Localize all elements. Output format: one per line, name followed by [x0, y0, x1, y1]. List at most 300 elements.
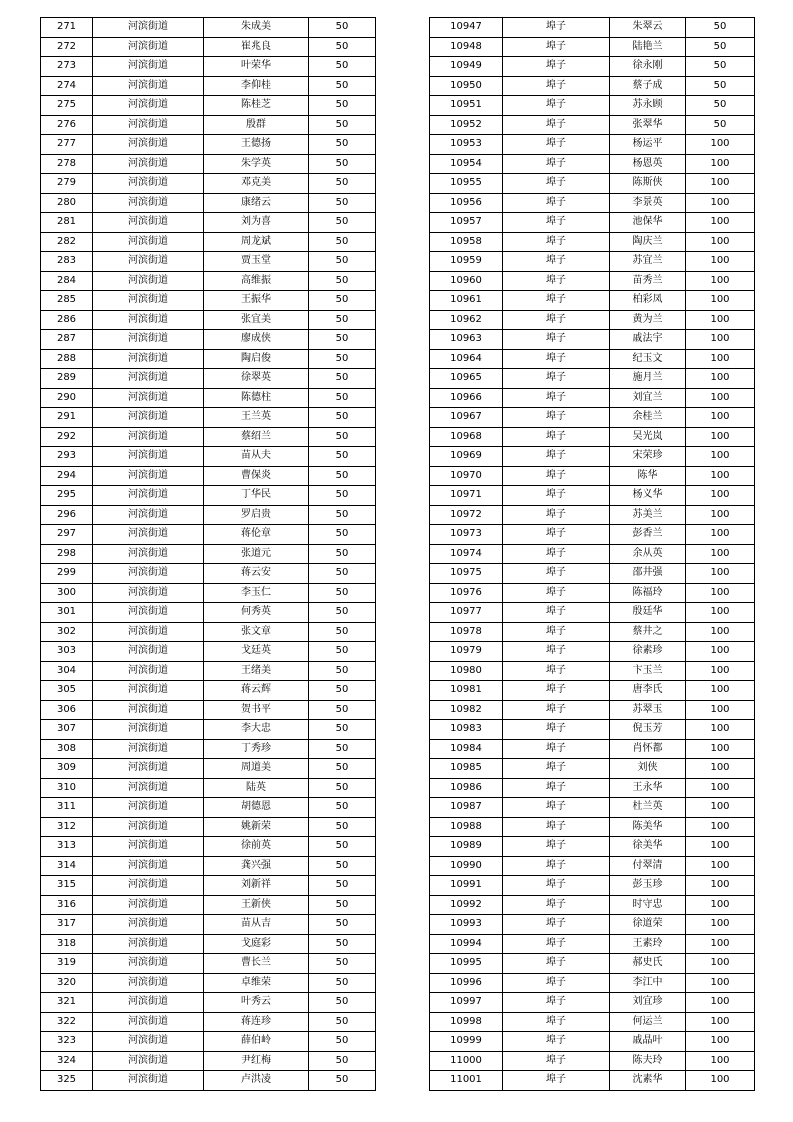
table-row [430, 193, 755, 213]
cell-district: 河滨街道 [93, 837, 204, 857]
cell-district: 河滨街道 [93, 1032, 204, 1052]
cell-district: 埠子 [503, 1071, 610, 1091]
cell-amount: 100 [686, 681, 755, 701]
table-row [430, 915, 755, 935]
cell-person-name: 李江中 [610, 973, 686, 993]
table-row [430, 369, 755, 389]
cell-serial-no: 10959 [430, 252, 503, 272]
cell-person-name: 池保华 [610, 213, 686, 233]
table-row [430, 408, 755, 428]
cell-district: 河滨街道 [93, 193, 204, 213]
cell-district: 河滨街道 [93, 544, 204, 564]
cell-serial-no: 10960 [430, 271, 503, 291]
table-row [41, 388, 376, 408]
table-row [430, 661, 755, 681]
cell-district: 河滨街道 [93, 720, 204, 740]
table-row [41, 96, 376, 116]
cell-amount: 100 [686, 739, 755, 759]
cell-district: 河滨街道 [93, 505, 204, 525]
cell-person-name: 崔兆良 [204, 37, 309, 57]
cell-serial-no: 10982 [430, 700, 503, 720]
cell-serial-no: 321 [41, 993, 93, 1013]
cell-district: 埠子 [503, 564, 610, 584]
cell-amount: 50 [309, 739, 376, 759]
cell-serial-no: 10948 [430, 37, 503, 57]
cell-serial-no: 316 [41, 895, 93, 915]
cell-serial-no: 296 [41, 505, 93, 525]
cell-serial-no: 10979 [430, 642, 503, 662]
cell-serial-no: 320 [41, 973, 93, 993]
cell-amount: 100 [686, 466, 755, 486]
cell-person-name: 李玉仁 [204, 583, 309, 603]
cell-person-name: 徐美华 [610, 837, 686, 857]
cell-person-name: 周龙斌 [204, 232, 309, 252]
cell-amount: 100 [686, 622, 755, 642]
cell-amount: 100 [686, 310, 755, 330]
cell-person-name: 沈素华 [610, 1071, 686, 1091]
cell-district: 河滨街道 [93, 661, 204, 681]
cell-district: 埠子 [503, 486, 610, 506]
cell-person-name: 蒋云安 [204, 564, 309, 584]
cell-serial-no: 10989 [430, 837, 503, 857]
table-row [41, 505, 376, 525]
cell-district: 埠子 [503, 544, 610, 564]
cell-amount: 50 [309, 213, 376, 233]
cell-district: 河滨街道 [93, 252, 204, 272]
cell-district: 河滨街道 [93, 603, 204, 623]
cell-district: 埠子 [503, 895, 610, 915]
table-row [41, 154, 376, 174]
cell-amount: 50 [686, 18, 755, 38]
cell-amount: 50 [309, 583, 376, 603]
cell-serial-no: 271 [41, 18, 93, 38]
table-row [430, 232, 755, 252]
cell-person-name: 王素玲 [610, 934, 686, 954]
cell-district: 埠子 [503, 681, 610, 701]
cell-person-name: 杨运平 [610, 135, 686, 155]
cell-person-name: 丁华民 [204, 486, 309, 506]
table-row [430, 291, 755, 311]
table-row [41, 661, 376, 681]
cell-amount: 100 [686, 252, 755, 272]
cell-amount: 50 [309, 700, 376, 720]
cell-amount: 50 [309, 408, 376, 428]
cell-serial-no: 10980 [430, 661, 503, 681]
cell-serial-no: 10985 [430, 759, 503, 779]
cell-serial-no: 300 [41, 583, 93, 603]
table-row [430, 583, 755, 603]
cell-serial-no: 319 [41, 954, 93, 974]
cell-district: 埠子 [503, 720, 610, 740]
cell-amount: 100 [686, 486, 755, 506]
cell-amount: 100 [686, 700, 755, 720]
table-row [41, 427, 376, 447]
cell-serial-no: 276 [41, 115, 93, 135]
table-row [430, 37, 755, 57]
table-row [41, 622, 376, 642]
cell-district: 埠子 [503, 856, 610, 876]
cell-serial-no: 10966 [430, 388, 503, 408]
cell-person-name: 徐前英 [204, 837, 309, 857]
cell-district: 河滨街道 [93, 583, 204, 603]
cell-amount: 50 [686, 76, 755, 96]
cell-district: 河滨街道 [93, 1012, 204, 1032]
cell-serial-no: 11001 [430, 1071, 503, 1091]
cell-amount: 100 [686, 330, 755, 350]
cell-serial-no: 10981 [430, 681, 503, 701]
cell-serial-no: 299 [41, 564, 93, 584]
cell-person-name: 陈桂芝 [204, 96, 309, 116]
cell-person-name: 苏美兰 [610, 505, 686, 525]
cell-amount: 50 [309, 778, 376, 798]
cell-person-name: 朱成美 [204, 18, 309, 38]
table-row [41, 798, 376, 818]
table-row [430, 57, 755, 77]
cell-amount: 100 [686, 915, 755, 935]
cell-person-name: 徐永刚 [610, 57, 686, 77]
table-row [41, 408, 376, 428]
cell-serial-no: 288 [41, 349, 93, 369]
roster-table-right [429, 17, 755, 1091]
cell-amount: 100 [686, 505, 755, 525]
cell-district: 河滨街道 [93, 466, 204, 486]
cell-serial-no: 10993 [430, 915, 503, 935]
cell-district: 埠子 [503, 213, 610, 233]
cell-amount: 50 [309, 447, 376, 467]
cell-amount: 100 [686, 447, 755, 467]
table-row [41, 856, 376, 876]
cell-district: 埠子 [503, 798, 610, 818]
cell-person-name: 廖成侠 [204, 330, 309, 350]
table-row [41, 681, 376, 701]
cell-serial-no: 10961 [430, 291, 503, 311]
cell-serial-no: 311 [41, 798, 93, 818]
cell-district: 埠子 [503, 642, 610, 662]
cell-district: 河滨街道 [93, 798, 204, 818]
cell-district: 埠子 [503, 388, 610, 408]
cell-serial-no: 323 [41, 1032, 93, 1052]
table-row [430, 213, 755, 233]
table-row [430, 330, 755, 350]
cell-district: 埠子 [503, 18, 610, 38]
cell-person-name: 戈庭彩 [204, 934, 309, 954]
cell-district: 埠子 [503, 427, 610, 447]
cell-amount: 50 [309, 622, 376, 642]
table-row [41, 466, 376, 486]
cell-serial-no: 10988 [430, 817, 503, 837]
cell-serial-no: 10978 [430, 622, 503, 642]
table-row [430, 427, 755, 447]
cell-person-name: 张翠华 [610, 115, 686, 135]
cell-amount: 100 [686, 193, 755, 213]
cell-serial-no: 10970 [430, 466, 503, 486]
cell-district: 埠子 [503, 739, 610, 759]
cell-serial-no: 277 [41, 135, 93, 155]
table-row [430, 778, 755, 798]
cell-amount: 100 [686, 895, 755, 915]
table-row [41, 193, 376, 213]
cell-district: 埠子 [503, 466, 610, 486]
table-row [430, 1032, 755, 1052]
cell-serial-no: 10992 [430, 895, 503, 915]
cell-district: 埠子 [503, 310, 610, 330]
cell-district: 河滨街道 [93, 213, 204, 233]
table-row [41, 291, 376, 311]
cell-district: 河滨街道 [93, 291, 204, 311]
cell-amount: 100 [686, 427, 755, 447]
cell-person-name: 陈德柱 [204, 388, 309, 408]
cell-amount: 50 [309, 349, 376, 369]
cell-person-name: 刘宜兰 [610, 388, 686, 408]
table-row [430, 1012, 755, 1032]
table-row [41, 330, 376, 350]
cell-serial-no: 10953 [430, 135, 503, 155]
table-row [430, 76, 755, 96]
cell-person-name: 陈美华 [610, 817, 686, 837]
cell-district: 河滨街道 [93, 76, 204, 96]
cell-serial-no: 10957 [430, 213, 503, 233]
table-row [430, 876, 755, 896]
cell-district: 埠子 [503, 954, 610, 974]
cell-amount: 50 [309, 1032, 376, 1052]
cell-amount: 100 [686, 798, 755, 818]
cell-amount: 50 [309, 837, 376, 857]
cell-serial-no: 286 [41, 310, 93, 330]
cell-person-name: 卢洪凌 [204, 1071, 309, 1091]
table-row [41, 252, 376, 272]
table-row [430, 993, 755, 1013]
cell-amount: 50 [309, 759, 376, 779]
cell-serial-no: 10964 [430, 349, 503, 369]
cell-district: 埠子 [503, 973, 610, 993]
cell-district: 埠子 [503, 603, 610, 623]
cell-serial-no: 10954 [430, 154, 503, 174]
cell-district: 埠子 [503, 1032, 610, 1052]
cell-person-name: 张文章 [204, 622, 309, 642]
cell-amount: 100 [686, 954, 755, 974]
cell-person-name: 苏翠玉 [610, 700, 686, 720]
cell-serial-no: 10976 [430, 583, 503, 603]
cell-person-name: 柏彩凤 [610, 291, 686, 311]
cell-person-name: 卓维荣 [204, 973, 309, 993]
cell-amount: 100 [686, 993, 755, 1013]
cell-person-name: 周道美 [204, 759, 309, 779]
cell-person-name: 王新侠 [204, 895, 309, 915]
cell-person-name: 付翠清 [610, 856, 686, 876]
cell-district: 河滨街道 [93, 622, 204, 642]
cell-amount: 100 [686, 759, 755, 779]
cell-person-name: 陈福玲 [610, 583, 686, 603]
cell-person-name: 李仰桂 [204, 76, 309, 96]
cell-amount: 100 [686, 135, 755, 155]
table-row [41, 564, 376, 584]
cell-serial-no: 10987 [430, 798, 503, 818]
cell-person-name: 苏永顾 [610, 96, 686, 116]
cell-amount: 50 [309, 954, 376, 974]
cell-amount: 50 [309, 37, 376, 57]
cell-serial-no: 10972 [430, 505, 503, 525]
cell-district: 埠子 [503, 174, 610, 194]
table-row [430, 798, 755, 818]
table-row [41, 720, 376, 740]
cell-amount: 50 [686, 37, 755, 57]
cell-person-name: 肖怀都 [610, 739, 686, 759]
cell-district: 河滨街道 [93, 642, 204, 662]
cell-serial-no: 282 [41, 232, 93, 252]
cell-person-name: 薛伯岭 [204, 1032, 309, 1052]
cell-district: 河滨街道 [93, 895, 204, 915]
cell-district: 河滨街道 [93, 1051, 204, 1071]
table-row [41, 700, 376, 720]
cell-amount: 50 [309, 798, 376, 818]
table-row [430, 603, 755, 623]
cell-person-name: 纪玉文 [610, 349, 686, 369]
table-row [41, 349, 376, 369]
table-row [41, 1012, 376, 1032]
cell-district: 河滨街道 [93, 447, 204, 467]
cell-amount: 50 [309, 564, 376, 584]
cell-person-name: 陈斯侠 [610, 174, 686, 194]
cell-district: 河滨街道 [93, 876, 204, 896]
cell-person-name: 杨义华 [610, 486, 686, 506]
cell-amount: 50 [309, 486, 376, 506]
cell-amount: 100 [686, 583, 755, 603]
cell-serial-no: 305 [41, 681, 93, 701]
cell-person-name: 卞玉兰 [610, 661, 686, 681]
cell-district: 河滨街道 [93, 37, 204, 57]
table-row [41, 642, 376, 662]
cell-serial-no: 293 [41, 447, 93, 467]
table-row [430, 720, 755, 740]
cell-amount: 50 [309, 856, 376, 876]
cell-district: 河滨街道 [93, 1071, 204, 1091]
cell-amount: 50 [309, 720, 376, 740]
cell-serial-no: 10956 [430, 193, 503, 213]
cell-serial-no: 10996 [430, 973, 503, 993]
cell-district: 河滨街道 [93, 739, 204, 759]
cell-serial-no: 291 [41, 408, 93, 428]
table-row [41, 76, 376, 96]
cell-person-name: 唐李氏 [610, 681, 686, 701]
cell-serial-no: 10998 [430, 1012, 503, 1032]
cell-amount: 50 [309, 330, 376, 350]
cell-amount: 100 [686, 349, 755, 369]
table-row [430, 622, 755, 642]
table-row [430, 486, 755, 506]
cell-person-name: 苏宜兰 [610, 252, 686, 272]
cell-district: 河滨街道 [93, 57, 204, 77]
cell-person-name: 时守忠 [610, 895, 686, 915]
cell-amount: 50 [309, 271, 376, 291]
cell-person-name: 王振华 [204, 291, 309, 311]
cell-serial-no: 297 [41, 525, 93, 545]
table-row [430, 856, 755, 876]
table-row [430, 115, 755, 135]
table-row [430, 135, 755, 155]
table-row [41, 525, 376, 545]
cell-person-name: 蒋云辉 [204, 681, 309, 701]
cell-amount: 100 [686, 408, 755, 428]
table-row [430, 525, 755, 545]
cell-district: 河滨街道 [93, 408, 204, 428]
roster-table-left [40, 17, 376, 1091]
cell-amount: 50 [309, 876, 376, 896]
table-row [41, 544, 376, 564]
cell-person-name: 陶启俊 [204, 349, 309, 369]
cell-amount: 100 [686, 1071, 755, 1091]
cell-amount: 50 [309, 681, 376, 701]
cell-amount: 50 [309, 544, 376, 564]
cell-serial-no: 10995 [430, 954, 503, 974]
cell-person-name: 苗从夫 [204, 447, 309, 467]
cell-serial-no: 310 [41, 778, 93, 798]
cell-amount: 100 [686, 1032, 755, 1052]
cell-person-name: 宋荣珍 [610, 447, 686, 467]
cell-person-name: 高维振 [204, 271, 309, 291]
cell-person-name: 刘侠 [610, 759, 686, 779]
cell-person-name: 康绪云 [204, 193, 309, 213]
cell-district: 河滨街道 [93, 135, 204, 155]
cell-amount: 50 [309, 1012, 376, 1032]
cell-district: 埠子 [503, 583, 610, 603]
cell-amount: 100 [686, 1051, 755, 1071]
cell-serial-no: 274 [41, 76, 93, 96]
cell-district: 埠子 [503, 369, 610, 389]
table-row [430, 18, 755, 38]
table-row [430, 388, 755, 408]
cell-person-name: 殷廷华 [610, 603, 686, 623]
cell-serial-no: 294 [41, 466, 93, 486]
cell-amount: 50 [309, 895, 376, 915]
cell-amount: 50 [309, 252, 376, 272]
cell-district: 埠子 [503, 622, 610, 642]
cell-person-name: 李大忠 [204, 720, 309, 740]
cell-district: 埠子 [503, 154, 610, 174]
cell-district: 埠子 [503, 447, 610, 467]
cell-amount: 50 [309, 18, 376, 38]
cell-serial-no: 275 [41, 96, 93, 116]
cell-person-name: 徐素珍 [610, 642, 686, 662]
cell-district: 河滨街道 [93, 856, 204, 876]
cell-person-name: 胡德恩 [204, 798, 309, 818]
cell-amount: 100 [686, 973, 755, 993]
cell-amount: 50 [309, 57, 376, 77]
table-row [430, 1071, 755, 1091]
cell-district: 埠子 [503, 525, 610, 545]
cell-person-name: 郝史氏 [610, 954, 686, 974]
table-row [41, 18, 376, 38]
table-row [430, 505, 755, 525]
table-row [41, 1032, 376, 1052]
table-row [41, 934, 376, 954]
cell-person-name: 贺书平 [204, 700, 309, 720]
cell-district: 埠子 [503, 661, 610, 681]
table-row [430, 817, 755, 837]
cell-serial-no: 309 [41, 759, 93, 779]
table-row [430, 544, 755, 564]
cell-person-name: 王永华 [610, 778, 686, 798]
table-row [41, 876, 376, 896]
cell-person-name: 戚晶叶 [610, 1032, 686, 1052]
cell-district: 河滨街道 [93, 388, 204, 408]
cell-amount: 50 [309, 193, 376, 213]
table-row [41, 915, 376, 935]
cell-serial-no: 10947 [430, 18, 503, 38]
cell-serial-no: 10974 [430, 544, 503, 564]
cell-person-name: 王兰英 [204, 408, 309, 428]
cell-amount: 100 [686, 642, 755, 662]
cell-serial-no: 10962 [430, 310, 503, 330]
